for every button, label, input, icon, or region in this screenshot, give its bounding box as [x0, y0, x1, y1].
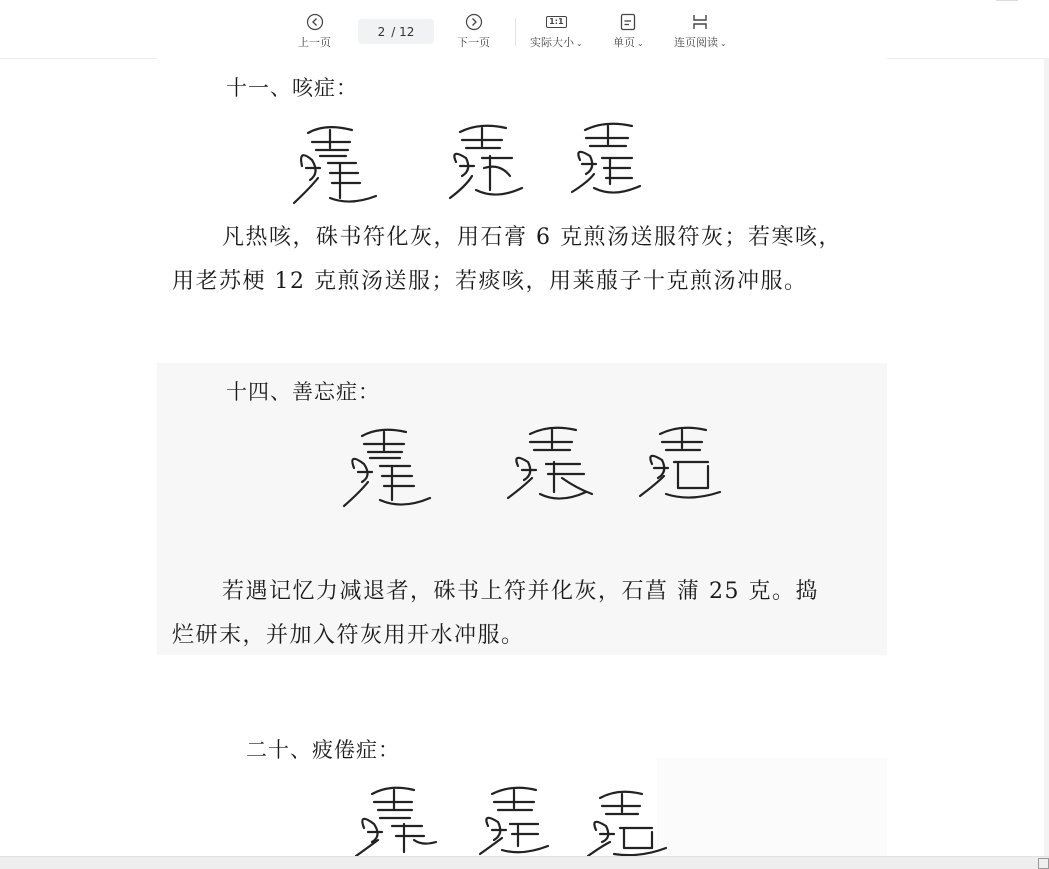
body-line: 烂研末，并加入符灰用开水冲服。 — [172, 623, 525, 648]
panel-toggle-icon[interactable] — [1038, 858, 1049, 869]
body-line: 用老苏梗 12 克煎汤送服；若痰咳，用莱菔子十克煎汤冲服。 — [172, 269, 808, 294]
viewer-toolbar — [0, 0, 1049, 59]
section-heading: 十四、善忘症： — [226, 380, 380, 404]
current-page-input[interactable]: 2 — [377, 24, 386, 39]
scan-background — [657, 758, 887, 858]
actual-size-icon: 1:1 — [546, 12, 566, 32]
total-pages: / 12 — [391, 24, 415, 39]
chevron-down-icon: ⌄ — [637, 39, 644, 48]
actual-size-label: 实际大小 — [530, 36, 574, 49]
talisman-image — [340, 422, 730, 514]
section-heading: 二十、疲倦症： — [246, 738, 400, 762]
talisman-image — [290, 118, 650, 208]
chevron-down-icon: ⌄ — [576, 39, 583, 48]
chevron-down-icon: ⌄ — [720, 39, 727, 48]
continuous-pages-icon — [691, 12, 709, 32]
chevron-left-circle-icon — [306, 12, 324, 32]
body-line: 若遇记忆力减退者，硃书上符并化灰，石菖 蒲 25 克。捣 — [222, 579, 819, 604]
single-page-button[interactable] — [613, 12, 644, 50]
single-page-icon — [620, 12, 636, 32]
page-number-field[interactable] — [358, 19, 434, 44]
body-line: 凡热咳，硃书符化灰，用石膏 6 克煎汤送服符灰；若寒咳， — [222, 225, 842, 250]
continuous-read-button[interactable] — [674, 12, 727, 50]
vertical-scrollbar[interactable] — [1044, 58, 1049, 858]
section-heading: 十一、咳症： — [226, 76, 358, 100]
actual-size-button[interactable] — [530, 12, 583, 50]
next-page-label: 下一页 — [457, 36, 490, 49]
section-body — [172, 570, 892, 658]
talisman-image — [352, 780, 682, 856]
status-bar — [0, 856, 1049, 869]
prev-page-button[interactable] — [298, 12, 331, 50]
window-edge-mark — [996, 0, 1018, 1]
chevron-right-circle-icon — [465, 12, 483, 32]
continuous-read-label: 连页阅读 — [674, 36, 718, 49]
single-page-label: 单页 — [613, 36, 635, 49]
prev-page-label: 上一页 — [298, 36, 331, 49]
toolbar-divider — [515, 18, 516, 46]
next-page-button[interactable] — [457, 12, 490, 50]
section-body — [172, 216, 892, 304]
